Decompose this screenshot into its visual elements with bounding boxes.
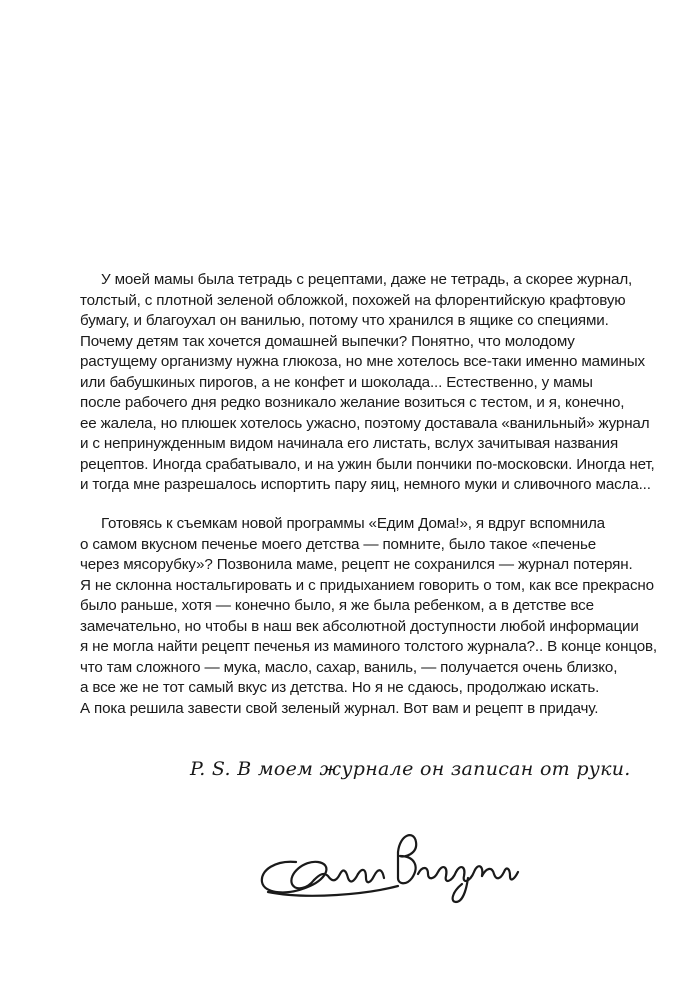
text-line: было раньше, хотя — конечно было, я же была ребенком, а в детстве все — [80, 597, 594, 614]
text-line: рецептов. Иногда срабатывало, и на ужин были пончики по-московски. Иногда нет, — [80, 455, 655, 473]
postscript-handwritten: P. S. В моем журнале он записан от руки. — [190, 758, 631, 780]
text-line: что там сложного — мука, масло, сахар, ваниль, — получается очень близко, — [80, 658, 618, 676]
text-line: Готовясь к съемкам новой программы «Едим Дома!», я вдруг вспомнила — [101, 515, 605, 532]
paragraph-childhood-journal — [80, 270, 655, 496]
text-line: или бабушкиных пирогов, а не конфет и шоколада... Естественно, у мамы — [80, 373, 593, 391]
text-line: замечательно, но чтобы в наш век абсолютной доступности любой информации — [80, 617, 639, 635]
text-line: а все же не тот самый вкус из детства. Но я не сдаюсь, продолжаю искать. — [80, 679, 600, 696]
signature-image — [248, 822, 548, 912]
text-line: и тогда мне разрешалось испортить пару яиц, немного муки и сливочного масла... — [80, 476, 651, 493]
text-line: У моей мамы была тетрадь с рецептами, даже не тетрадь, а скорее журнал, — [101, 271, 633, 288]
text-line: после рабочего дня редко возникало желание возиться с тестом, и я, конечно, — [80, 394, 625, 411]
text-line: Я не склонна ностальгировать и с придыханием говорить о том, как все прекрасно — [80, 576, 654, 594]
text-line: толстый, с плотной зеленой обложкой, похожей на флорентийскую крафтовую — [80, 291, 626, 309]
text-line: ее жалела, но плюшек хотелось ужасно, поэтому доставала «ванильный» журнал — [80, 414, 650, 432]
paragraph-cookie-recipe — [80, 514, 657, 719]
text-line: растущему организму нужна глюкоза, но мне хотелось все-таки именно маминых — [80, 353, 645, 370]
text-line: бумагу, и благоухал он ванилью, потому что хранился в ящике со специями. — [80, 312, 609, 329]
text-line: и с непринужденным видом начинала его листать, вслух зачитывая названия — [80, 435, 619, 452]
text-line: Почему детям так хочется домашней выпечки? Понятно, что молодому — [80, 332, 575, 350]
text-line: через мясорубку»? Позвонила маме, рецепт не сохранился — журнал потерян. — [80, 556, 633, 573]
text-line: я не могла найти рецепт печенья из маминого толстого журнала?.. В конце концов, — [80, 638, 657, 655]
text-line: о самом вкусном печенье моего детства — помните, было такое «печенье — [80, 535, 597, 553]
text-line: А пока решила завести свой зеленый журнал. Вот вам и рецепт в придачу. — [80, 699, 599, 717]
